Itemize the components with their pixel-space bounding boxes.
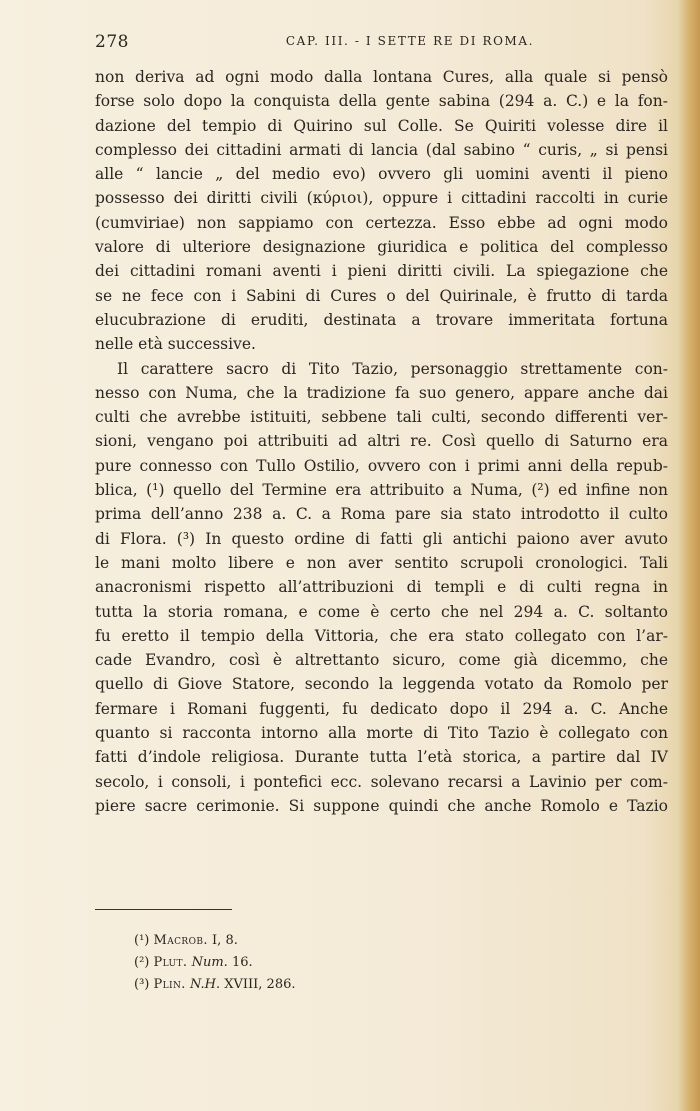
- footnote-1: [134, 930, 534, 952]
- text-line: blica, (¹) quello del Termine era attribuito a Numa, (²) ed infine non: [95, 481, 668, 500]
- text-line: fatti d’indole religiosa. Durante tutta l’età storica, a partire dal IV: [95, 748, 668, 767]
- text-line: secolo, i consoli, i pontefici ecc. solevano recarsi a Lavinio per com-: [95, 772, 668, 791]
- text-line: nesso con Numa, che la tradizione fa suo genero, appare anche dai: [95, 383, 668, 402]
- text-line: culti che avrebbe istituiti, sebbene tali culti, secondo differenti ver-: [95, 408, 668, 427]
- text-line: elucubrazione di eruditi, destinata a trovare immeritata fortuna: [95, 310, 668, 329]
- text-line: tutta la storia romana, e come è certo che nel 294 a. C. soltanto: [95, 602, 668, 621]
- footnote-work: Num.: [191, 955, 228, 970]
- text-line: piere sacre cerimonie. Si suppone quindi che anche Romolo e Tazio: [95, 796, 668, 815]
- footnote-ref: XVIII, 286.: [224, 977, 296, 992]
- text-line: dei cittadini romani aventi i pieni diritti civili. La spiegazione che: [95, 262, 668, 281]
- footnote-ref: 16.: [231, 955, 253, 970]
- text-line: (cumviriae) non sappiamo con certezza. Esso ebbe ad ogni modo: [95, 213, 668, 232]
- text-line: di Flora. (³) In questo ordine di fatti gli antichi paiono aver avuto: [95, 529, 668, 548]
- text-line: alle “ lancie „ del medio evo) ovvero gli uomini aventi il pieno: [95, 165, 668, 184]
- footnote-divider: [95, 909, 232, 910]
- text-line: prima dell’anno 238 a. C. a Roma pare sia stato introdotto il culto: [95, 505, 668, 524]
- text-line: se ne fece con i Sabini di Cures o del Quirinale, è frutto di tarda: [95, 286, 668, 305]
- text-line: non deriva ad ogni modo dalla lontana Cures, alla quale si pensò: [95, 68, 668, 86]
- text-line: quello di Giove Statore, secondo la leggenda votato da Romolo per: [95, 675, 668, 694]
- text-line: pure connesso con Tullo Ostilio, ovvero con i primi anni della repub-: [95, 456, 668, 475]
- footnote-mark: (²): [134, 955, 150, 970]
- footnote-3: [134, 974, 534, 996]
- body-text: [95, 65, 668, 818]
- text-line: le mani molto libere e non aver sentito scrupoli cronologici. Tali: [95, 553, 668, 572]
- footnote-work: N.H.: [189, 977, 221, 992]
- text-line: quanto si racconta intorno alla morte di Tito Tazio è collegato con: [95, 724, 668, 743]
- paragraph-start-line: Il carattere sacro di Tito Tazio, personaggio strettamente con-: [117, 359, 668, 378]
- page-number: 278: [95, 32, 129, 52]
- footnote-2: [134, 952, 534, 974]
- text-line: valore di ulteriore designazione giuridica e politica del complesso: [95, 238, 668, 257]
- footnote-mark: (¹): [134, 933, 150, 948]
- text-line: possesso dei diritti civili (κύριοι), oppure i cittadini raccolti in curie: [95, 189, 668, 208]
- text-line: fermare i Romani fuggenti, fu dedicato dopo il 294 a. C. Anche: [95, 699, 668, 718]
- footnote-author: Macrob.: [153, 933, 208, 948]
- footnote-author: Plut.: [153, 955, 188, 970]
- page-header: [95, 32, 670, 56]
- text-line: cade Evandro, così è altrettanto sicuro, come già dicemmo, che: [95, 651, 668, 670]
- text-line: complesso dei cittadini armati di lancia (dal sabino “ curis, „ si pensi: [95, 140, 668, 159]
- text-line: anacronismi rispetto all’attribuzioni di templi e di culti regna in: [95, 578, 668, 597]
- footnote-ref: I, 8.: [212, 933, 238, 948]
- footnote-author: Plin.: [153, 977, 186, 992]
- footnote-mark: (³): [134, 977, 150, 992]
- text-line: forse solo dopo la conquista della gente sabina (294 a. C.) e la fon-: [95, 92, 668, 111]
- page-edge-shadow: [678, 0, 700, 1111]
- text-line: sioni, vengano poi attribuiti ad altri re. Così quello di Saturno era: [95, 432, 668, 451]
- text-line: dazione del tempio di Quirino sul Colle. Se Quiriti volesse dire il: [95, 116, 668, 135]
- text-line: fu eretto il tempio della Vittoria, che era stato collegato con l’ar-: [95, 626, 668, 645]
- text-line: nelle età successive.: [95, 335, 256, 354]
- footnotes: [134, 930, 534, 996]
- running-head: CAP. III. - I SETTE RE DI ROMA.: [285, 34, 535, 48]
